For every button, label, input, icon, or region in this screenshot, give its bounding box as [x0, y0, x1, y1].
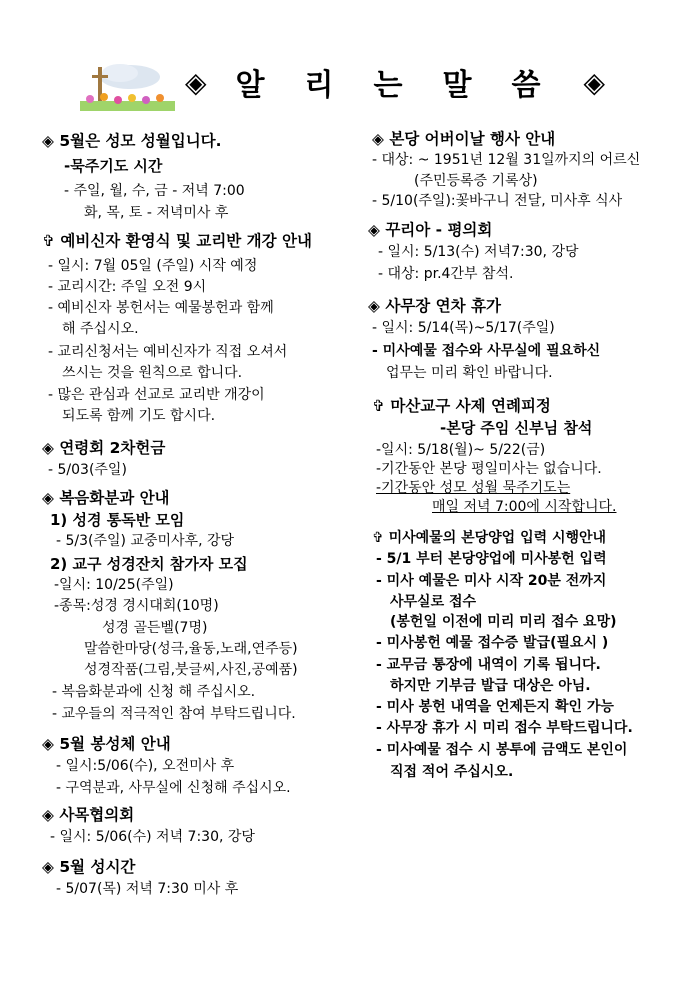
- notice-line: - 대상: pr.4간부 참석.: [378, 266, 514, 282]
- notice-line: - 5/07(목) 저녁 7:30 미사 후: [56, 881, 239, 897]
- section-heading: ✞ 예비신자 환영식 및 교리반 개강 안내: [42, 232, 312, 250]
- notice-line: - 미사 예물은 미사 시작 20분 전까지: [376, 573, 607, 589]
- notice-line: -기간동안 본당 평일미사는 없습니다.: [376, 461, 602, 477]
- notice-line: - 구역분과, 사무실에 신청해 주십시오.: [56, 780, 291, 796]
- notice-line: (봉헌일 이전에 미리 미리 접수 요망): [390, 614, 617, 630]
- diamond-left-icon: ◈: [185, 65, 207, 99]
- notice-line: 쓰시는 것을 원칙으로 합니다.: [62, 365, 243, 381]
- section-heading: ◈ 본당 어버이날 행사 안내: [372, 130, 556, 148]
- notice-line: 화, 목, 토 - 저녁미사 후: [84, 205, 229, 221]
- notice-line: - 교리시간: 주일 오전 9시: [48, 279, 207, 295]
- section-heading: ◈ 사무장 연차 휴가: [368, 297, 501, 315]
- notice-line: - 주일, 월, 수, 금 - 저녁 7:00: [64, 183, 245, 199]
- page-title: [185, 62, 605, 102]
- notice-line: 해 주십시오.: [62, 321, 139, 337]
- notice-line: -묵주기도 시간: [64, 157, 163, 175]
- section-heading: ✞ 마산교구 사제 연례피정: [372, 397, 551, 415]
- notice-line: - 5/10(주일):꽃바구니 전달, 미사후 식사: [372, 193, 623, 209]
- title-text: 알리는말씀: [235, 68, 581, 103]
- notice-line: ✞ 미사예물의 본당양업 입력 시행안내: [372, 530, 607, 546]
- notice-line: (주민등록증 기록상): [414, 173, 538, 189]
- notice-line: - 미사예물 접수와 사무실에 필요하신: [372, 343, 601, 359]
- notice-line: -종목:성경 경시대회(10명): [54, 598, 219, 614]
- notice-line: - 일시: 5/06(수) 저녁 7:30, 강당: [50, 829, 255, 845]
- notice-line: 하지만 기부금 발급 대상은 아님.: [390, 678, 591, 694]
- notice-line: - 일시:5/06(수), 오전미사 후: [56, 758, 235, 774]
- notice-line: -일시: 5/18(월)~ 5/22(금): [376, 442, 546, 458]
- notice-line: 성경 골든벨(7명): [102, 620, 208, 636]
- notice-line: 되도록 함께 기도 합시다.: [62, 408, 216, 424]
- notice-line: 업무는 미리 확인 바랍니다.: [386, 365, 553, 381]
- section-heading: ◈ 복음화분과 안내: [42, 489, 170, 507]
- notice-line: - 사무장 휴가 시 미리 접수 부탁드립니다.: [376, 720, 633, 736]
- notice-line: -본당 주임 신부님 참석: [440, 419, 593, 437]
- notice-line: 직접 적어 주십시오.: [390, 764, 514, 780]
- notice-line: - 5/1 부터 본당양업에 미사봉헌 입력: [376, 551, 607, 567]
- section-heading: ◈ 연령회 2차헌금: [42, 439, 166, 457]
- section-heading: ◈ 5월은 성모 성월입니다.: [42, 132, 222, 150]
- notice-line: 사무실로 접수: [390, 594, 477, 610]
- notice-line: - 많은 관심과 선교로 교리반 개강이: [48, 387, 265, 403]
- notice-line: - 일시: 7월 05일 (주일) 시작 예정: [48, 258, 258, 274]
- section-heading: ◈ 5월 성시간: [42, 858, 136, 876]
- notice-line: 2) 교구 성경잔치 참가자 모집: [50, 555, 248, 573]
- notice-line: - 미사봉헌 예물 접수증 발급(필요시 ): [376, 635, 609, 651]
- section-heading: ◈ 5월 봉성체 안내: [42, 735, 171, 753]
- notice-line: -기간동안 성모 성월 묵주기도는: [376, 480, 571, 496]
- diamond-right-icon: ◈: [583, 65, 605, 99]
- notice-line: - 5/03(주일): [48, 462, 127, 478]
- notice-line: - 교무금 통장에 내역이 기록 됩니다.: [376, 657, 601, 673]
- notice-line: -일시: 10/25(주일): [54, 577, 174, 593]
- section-heading: ◈ 사목협의회: [42, 806, 135, 824]
- notice-line: - 교우들의 적극적인 참여 부탁드립니다.: [52, 706, 296, 722]
- notice-line: - 일시: 5/13(수) 저녁7:30, 강당: [378, 244, 579, 260]
- notice-line: 1) 성경 통독반 모임: [50, 511, 185, 529]
- section-heading: ◈ 꾸리아 - 평의회: [368, 221, 493, 239]
- notice-line: - 예비신자 봉헌서는 예물봉헌과 함께: [48, 300, 274, 316]
- notice-line: 성경작품(그림,붓글씨,사진,공예품): [84, 662, 298, 678]
- notice-line: 말씀한마당(성극,율동,노래,연주등): [84, 641, 298, 657]
- notice-line: 매일 저녁 7:00에 시작합니다.: [432, 499, 617, 515]
- notice-line: - 미사예물 접수 시 봉투에 금액도 본인이: [376, 742, 628, 758]
- flower-garden-logo: [80, 55, 175, 117]
- notice-line: - 복음화분과에 신청 해 주십시오.: [52, 684, 256, 700]
- notice-line: - 미사 봉헌 내역을 언제든지 확인 가능: [376, 699, 614, 715]
- notice-line: - 대상: ~ 1951년 12월 31일까지의 어르신: [372, 152, 641, 168]
- notice-line: - 일시: 5/14(목)~5/17(주일): [372, 320, 555, 336]
- notice-line: - 5/3(주일) 교중미사후, 강당: [56, 533, 235, 549]
- notice-line: - 교리신청서는 예비신자가 직접 오셔서: [48, 344, 288, 360]
